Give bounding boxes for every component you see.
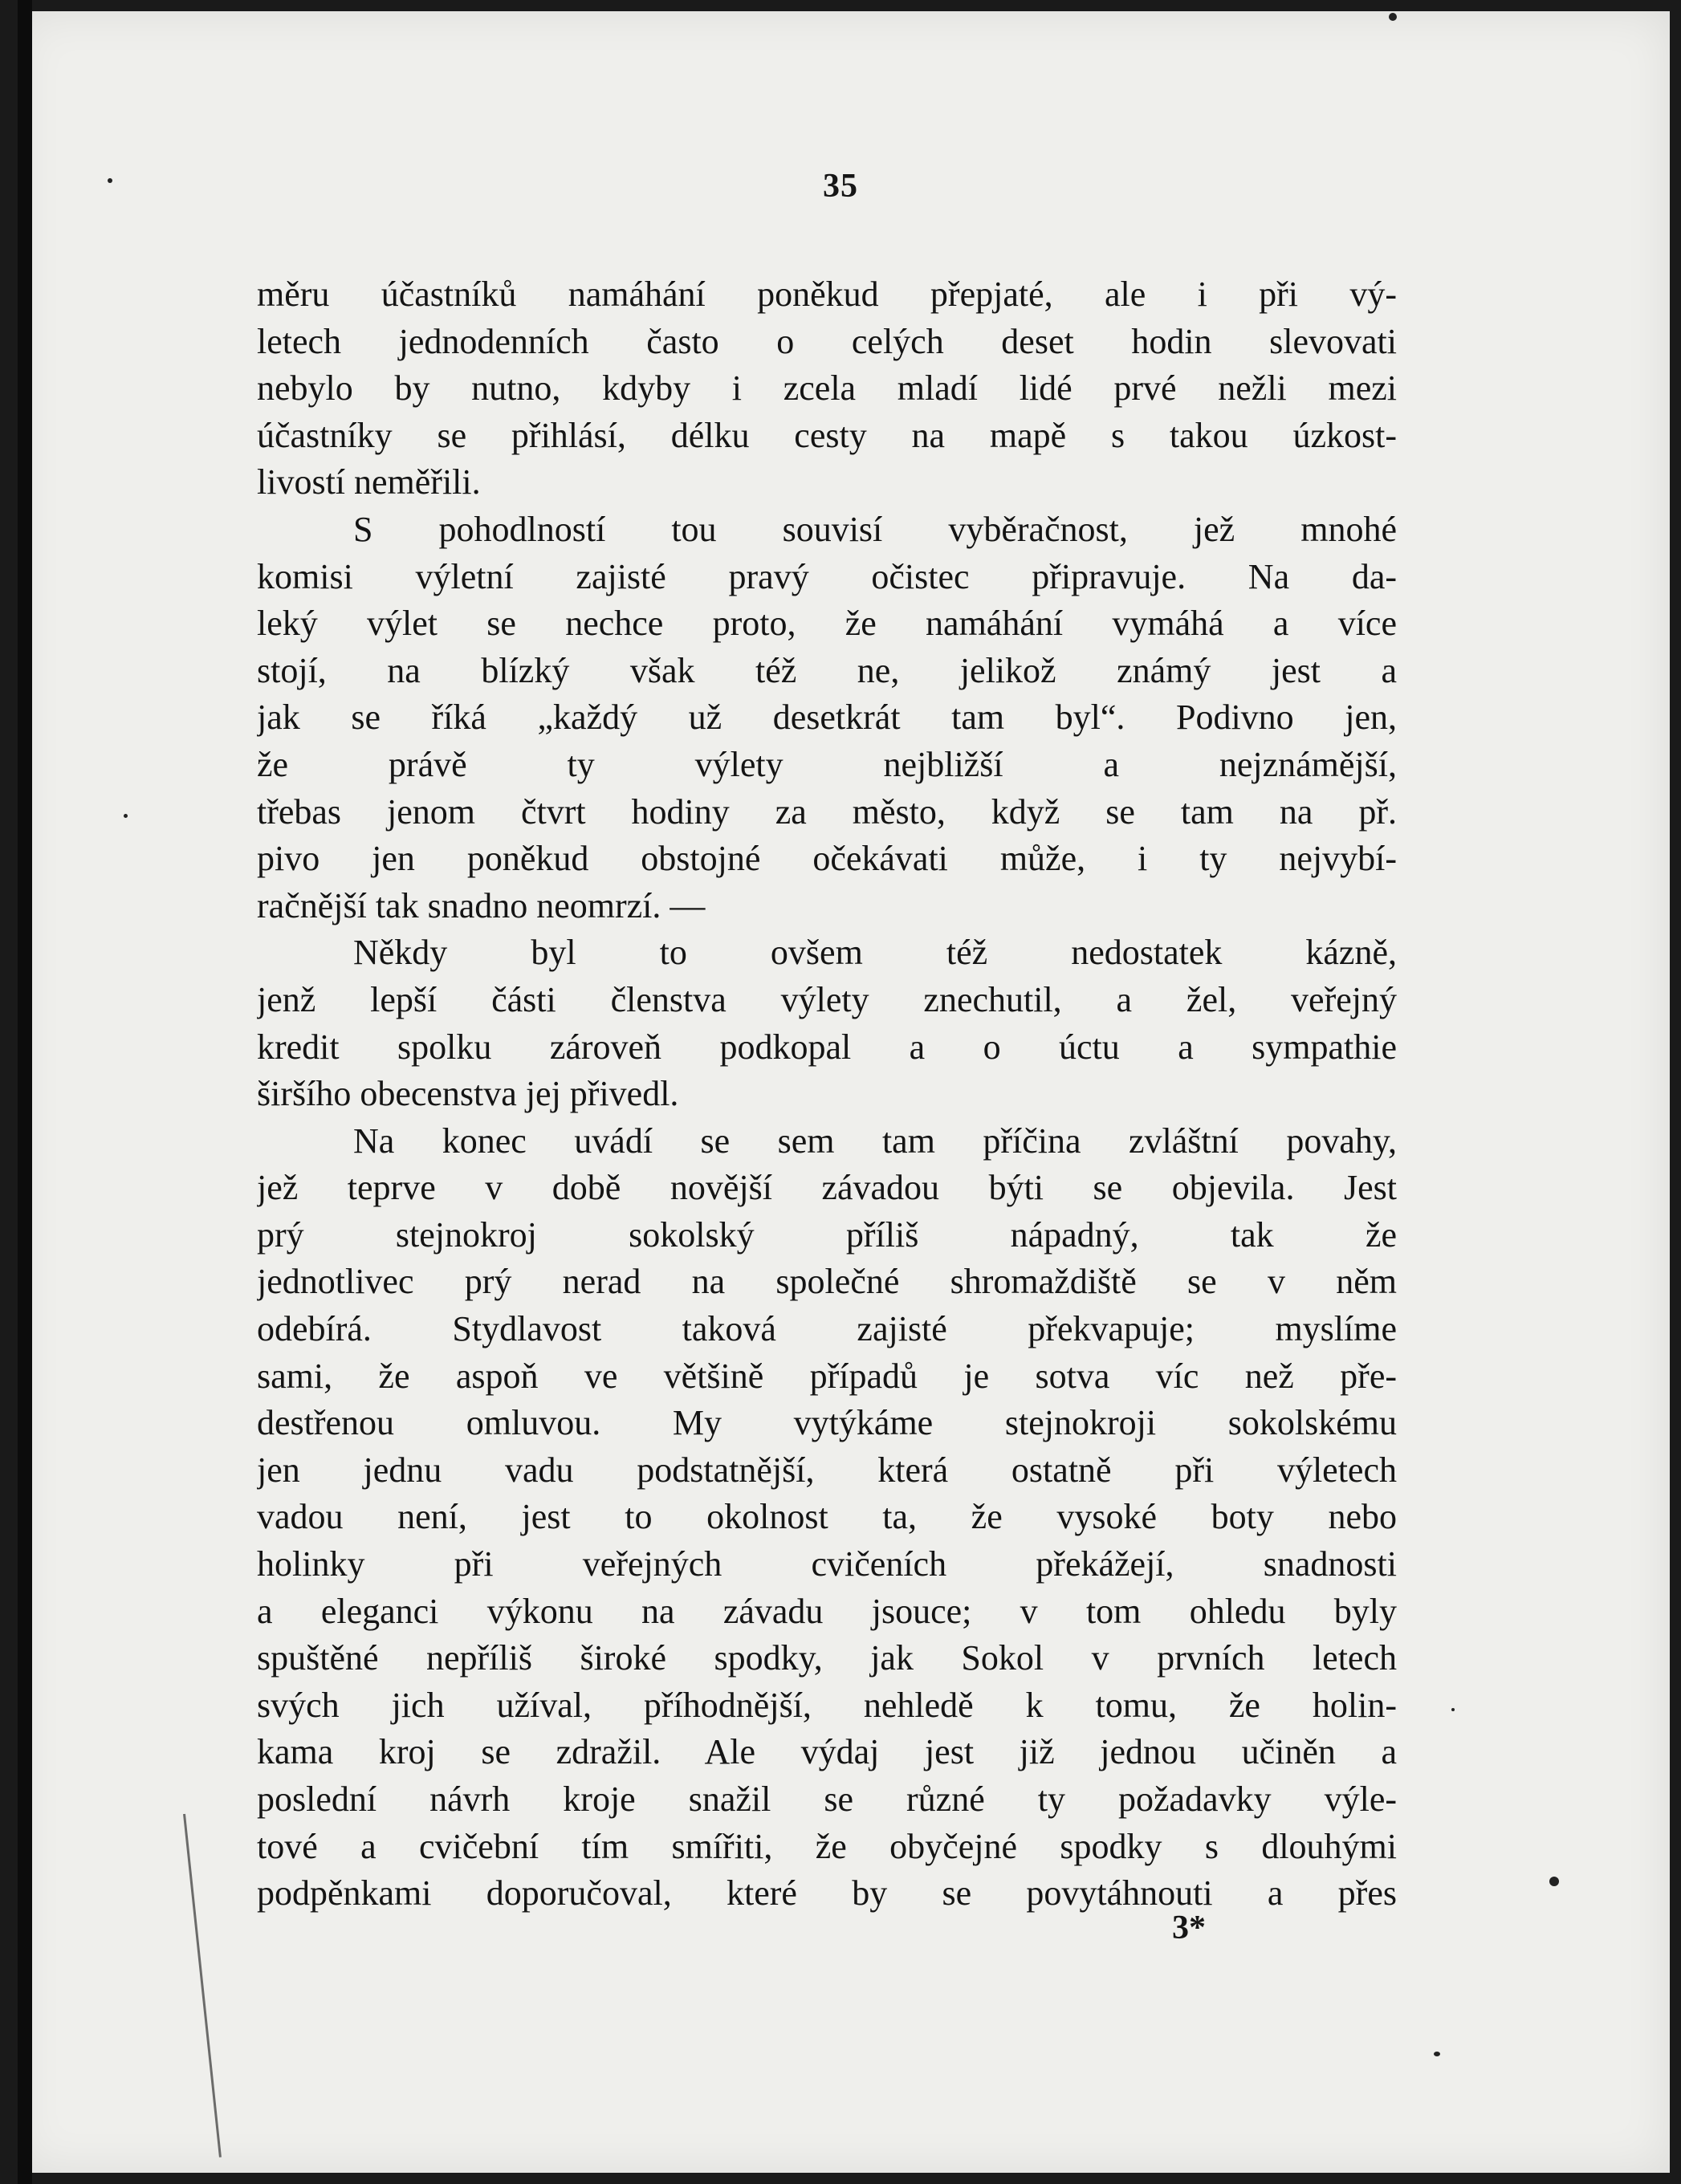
text-line: prý stejnokroj sokolský příliš nápadný, tak že [257, 1214, 1397, 1255]
text-line: sami, že aspoň ve většině případů je sotva víc než pře- [257, 1356, 1397, 1396]
text-line: nebylo by nutno, kdyby i zcela mladí lidé prvé nežli mezi [257, 368, 1397, 409]
text-line: leký výlet se nechce proto, že namáhání vymáhá a více [257, 604, 1397, 644]
text-line: svých jich užíval, příhodnější, nehledě k tomu, že holin- [257, 1685, 1397, 1725]
text-line: kama kroj se zdražil. Ale výdaj jest již jednou učiněn a [257, 1732, 1397, 1772]
text-line: třebas jenom čtvrt hodiny za město, když se tam na př. [257, 791, 1397, 832]
text-line: letech jednodenních často o celých deset hodin slevovati [257, 321, 1397, 361]
text-line: račnější tak snadno neomrzí. — [257, 885, 706, 925]
signature-mark: 3* [1172, 1909, 1206, 1946]
ink-speck [1434, 2052, 1440, 2056]
text-line: tové a cvičební tím smířiti, že obyčejné spodky s dlouhými [257, 1826, 1397, 1866]
page-edge-shadow [18, 0, 32, 2184]
text-line: a eleganci výkonu na závadu jsouce; v tom ohledu byly [257, 1591, 1397, 1631]
text-line: stojí, na blízký však též ne, jelikož známý jest a [257, 650, 1397, 690]
ink-speck [1549, 1877, 1559, 1886]
text-line: poslední návrh kroje snažil se různé ty požadavky výle- [257, 1779, 1397, 1819]
text-line: Někdy byl to ovšem též nedostatek kázně, [353, 933, 1397, 973]
text-line: jednotlivec prý nerad na společné shromaždiště se v něm [257, 1262, 1397, 1302]
text-line: vadou není, jest to okolnost ta, že vysoké boty nebo [257, 1497, 1397, 1537]
text-line: jenž lepší části členstva výlety znechutil, a žel, veřejný [257, 979, 1397, 1019]
ink-speck [1451, 1708, 1455, 1711]
ink-speck [124, 814, 128, 818]
ink-speck [1389, 13, 1397, 21]
page-number: 35 [823, 168, 858, 205]
text-line: že právě ty výlety nejbližší a nejznámější, [257, 744, 1397, 784]
text-line: spuštěné nepříliš široké spodky, jak Sokol v prvních letech [257, 1638, 1397, 1678]
text-line: podpěnkami doporučoval, které by se povytáhnouti a přes [257, 1873, 1397, 1914]
text-line: odebírá. Stydlavost taková zajisté překvapuje; myslíme [257, 1309, 1397, 1349]
text-line: holinky při veřejných cvičeních překážejí, snadnosti [257, 1544, 1397, 1584]
text-line: účastníky se přihlásí, délku cesty na mapě s takou úzkost- [257, 415, 1397, 455]
text-line: livostí neměřili. [257, 462, 481, 502]
text-line: komisi výletní zajisté pravý očistec připravuje. Na da- [257, 556, 1397, 596]
text-line: jen jednu vadu podstatnější, která ostatně při výletech [257, 1450, 1397, 1490]
text-line: S pohodlností tou souvisí vyběračnost, jež mnohé [353, 509, 1397, 549]
text-line: širšího obecenstva jej přivedl. [257, 1074, 679, 1114]
text-line: měru účastníků namáhání poněkud přepjaté, ale i při vý- [257, 275, 1397, 314]
text-line: jak se říká „každý už desetkrát tam byl“. Podivno jen, [257, 697, 1397, 738]
text-line: pivo jen poněkud obstojné očekávati může, i ty nejvybí- [257, 839, 1397, 879]
text-line: Na konec uvádí se sem tam příčina zvláštní povahy, [353, 1120, 1397, 1161]
text-line: destřenou omluvou. My vytýkáme stejnokroji sokolskému [257, 1403, 1397, 1443]
text-line: kredit spolku zároveň podkopal a o úctu a sympathie [257, 1027, 1397, 1067]
body-text [257, 271, 1397, 1918]
text-line: jež teprve v době novější závadou býti se objevila. Jest [257, 1168, 1397, 1208]
